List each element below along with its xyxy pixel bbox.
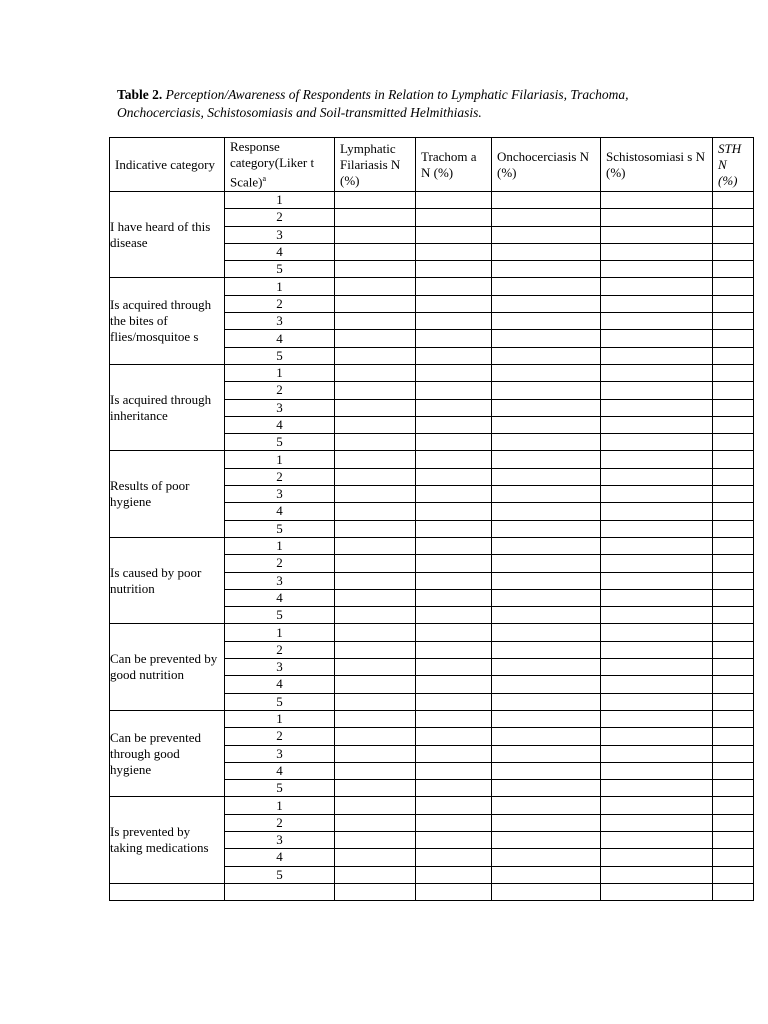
value-cell [601,486,713,503]
likert-scale-cell: 3 [225,399,335,416]
table-row [110,797,754,814]
value-cell [492,797,601,814]
value-cell [713,780,754,797]
value-cell [416,728,492,745]
value-cell [416,347,492,364]
value-cell [492,520,601,537]
value-cell [335,209,416,226]
value-cell [601,537,713,554]
likert-scale-cell: 4 [225,503,335,520]
value-cell [416,814,492,831]
value-cell [713,866,754,883]
value-cell [492,745,601,762]
value-cell [492,866,601,883]
likert-scale-cell: 5 [225,434,335,451]
value-cell [416,745,492,762]
value-cell [492,780,601,797]
value-cell [713,814,754,831]
value-cell [335,537,416,554]
value-cell [335,468,416,485]
likert-scale-cell: 2 [225,555,335,572]
value-cell [601,624,713,641]
value-cell [601,710,713,727]
indicative-category-cell: Is prevented by taking medications [110,797,225,883]
value-cell [601,607,713,624]
value-cell [416,831,492,848]
value-cell [492,261,601,278]
table-row [110,278,754,295]
value-cell [492,659,601,676]
likert-scale-cell: 1 [225,364,335,381]
value-cell [601,728,713,745]
empty-cell [335,883,416,900]
value-cell [335,313,416,330]
value-cell [335,762,416,779]
value-cell [492,451,601,468]
value-cell [416,330,492,347]
value-cell [601,364,713,381]
value-cell [492,278,601,295]
value-cell [416,416,492,433]
value-cell [416,226,492,243]
likert-scale-cell: 5 [225,520,335,537]
value-cell [492,589,601,606]
value-cell [601,330,713,347]
value-cell [713,364,754,381]
value-cell [335,399,416,416]
likert-scale-cell: 3 [225,745,335,762]
value-cell [601,693,713,710]
table-row [110,624,754,641]
likert-scale-cell: 3 [225,226,335,243]
value-cell [713,520,754,537]
value-cell [492,468,601,485]
empty-cell [492,883,601,900]
value-cell [335,572,416,589]
value-cell [416,399,492,416]
indicative-category-cell: Results of poor hygiene [110,451,225,537]
value-cell [601,814,713,831]
value-cell [335,814,416,831]
value-cell [601,416,713,433]
value-cell [713,624,754,641]
likert-scale-cell: 4 [225,849,335,866]
likert-scale-cell: 2 [225,382,335,399]
value-cell [601,866,713,883]
header-onchocerciasis: Onchocerciasis N (%) [492,138,601,192]
value-cell [713,382,754,399]
value-cell [335,797,416,814]
header-sth: STH N (%) [713,138,754,192]
value-cell [713,503,754,520]
empty-cell [110,883,225,900]
value-cell [492,364,601,381]
value-cell [601,226,713,243]
likert-scale-cell: 1 [225,451,335,468]
likert-scale-cell: 2 [225,641,335,658]
value-cell [492,295,601,312]
value-cell [713,261,754,278]
value-cell [492,607,601,624]
value-cell [601,520,713,537]
likert-scale-cell: 1 [225,797,335,814]
blank-row [110,883,754,900]
value-cell [601,192,713,209]
value-cell [601,434,713,451]
value-cell [335,382,416,399]
value-cell [416,468,492,485]
value-cell [416,537,492,554]
value-cell [335,451,416,468]
likert-scale-cell: 2 [225,814,335,831]
value-cell [492,710,601,727]
value-cell [492,486,601,503]
value-cell [492,399,601,416]
value-cell [601,676,713,693]
empty-cell [713,883,754,900]
likert-scale-cell: 5 [225,780,335,797]
value-cell [713,849,754,866]
likert-scale-cell: 5 [225,866,335,883]
indicative-category-cell: I have heard of this disease [110,192,225,278]
value-cell [713,399,754,416]
likert-scale-cell: 3 [225,572,335,589]
footnote-marker: a [262,173,267,183]
value-cell [492,555,601,572]
likert-scale-cell: 1 [225,278,335,295]
value-cell [601,295,713,312]
header-row [110,138,754,192]
likert-scale-cell: 2 [225,468,335,485]
table-row [110,192,754,209]
likert-scale-cell: 3 [225,659,335,676]
value-cell [492,676,601,693]
value-cell [601,382,713,399]
value-cell [601,278,713,295]
value-cell [713,797,754,814]
value-cell [713,451,754,468]
value-cell [601,503,713,520]
value-cell [492,537,601,554]
value-cell [335,243,416,260]
likert-scale-cell: 1 [225,192,335,209]
indicative-category-cell: Is caused by poor nutrition [110,537,225,623]
value-cell [416,209,492,226]
value-cell [713,710,754,727]
value-cell [335,347,416,364]
value-cell [335,520,416,537]
likert-scale-cell: 5 [225,607,335,624]
value-cell [416,710,492,727]
value-cell [601,243,713,260]
value-cell [492,728,601,745]
value-cell [713,209,754,226]
value-cell [416,607,492,624]
value-cell [713,693,754,710]
value-cell [713,347,754,364]
value-cell [713,555,754,572]
table-caption [117,86,677,122]
indicative-category-cell: Can be prevented by good nutrition [110,624,225,710]
likert-scale-cell: 4 [225,416,335,433]
value-cell [713,295,754,312]
value-cell [601,313,713,330]
value-cell [492,416,601,433]
value-cell [416,849,492,866]
likert-scale-cell: 1 [225,710,335,727]
value-cell [601,780,713,797]
value-cell [601,831,713,848]
value-cell [416,520,492,537]
value-cell [335,641,416,658]
value-cell [713,762,754,779]
value-cell [492,849,601,866]
table-label: Table 2. [117,87,163,102]
value-cell [492,693,601,710]
value-cell [335,261,416,278]
value-cell [335,589,416,606]
value-cell [416,313,492,330]
value-cell [713,572,754,589]
value-cell [713,589,754,606]
table-row [110,710,754,727]
value-cell [492,226,601,243]
value-cell [335,745,416,762]
likert-scale-cell: 1 [225,624,335,641]
value-cell [335,434,416,451]
value-cell [492,313,601,330]
value-cell [416,624,492,641]
value-cell [416,641,492,658]
header-trachoma: Trachom a N (%) [416,138,492,192]
value-cell [713,330,754,347]
value-cell [335,676,416,693]
value-cell [416,243,492,260]
value-cell [601,659,713,676]
value-cell [713,607,754,624]
likert-scale-cell: 4 [225,676,335,693]
value-cell [416,261,492,278]
value-cell [416,659,492,676]
header-response-category: Response category(Liker t Scale)$^a$ [225,138,335,192]
value-cell [335,607,416,624]
value-cell [335,710,416,727]
value-cell [713,745,754,762]
value-cell [416,434,492,451]
indicative-category-cell: Can be prevented through good hygiene [110,710,225,796]
header-lymphatic-filariasis: Lymphatic Filariasis N (%) [335,138,416,192]
value-cell [416,503,492,520]
value-cell [601,347,713,364]
value-cell [416,693,492,710]
value-cell [713,313,754,330]
table-title: Perception/Awareness of Respondents in Relation to Lymphatic Filariasis, Trachoma, Onchocerciasis, Schistosomiasis and Soil-transmitted Helmithiasis. [117,87,629,120]
value-cell [335,278,416,295]
indicative-category-cell: Is acquired through the bites of flies/mosquitoe s [110,278,225,364]
value-cell [335,555,416,572]
likert-scale-cell: 3 [225,831,335,848]
value-cell [335,364,416,381]
value-cell [335,831,416,848]
value-cell [416,555,492,572]
value-cell [601,641,713,658]
value-cell [335,226,416,243]
indicative-category-cell: Is acquired through inheritance [110,364,225,450]
value-cell [335,866,416,883]
value-cell [416,451,492,468]
value-cell [601,468,713,485]
value-cell [601,762,713,779]
value-cell [601,849,713,866]
likert-scale-cell: 3 [225,313,335,330]
value-cell [713,486,754,503]
value-cell [416,762,492,779]
value-cell [416,278,492,295]
value-cell [601,797,713,814]
value-cell [713,831,754,848]
value-cell [601,451,713,468]
value-cell [601,745,713,762]
likert-scale-cell: 4 [225,243,335,260]
likert-scale-cell: 5 [225,261,335,278]
value-cell [335,330,416,347]
value-cell [335,503,416,520]
header-indicative-category: Indicative category [110,138,225,192]
likert-scale-cell: 2 [225,295,335,312]
value-cell [713,468,754,485]
value-cell [335,624,416,641]
value-cell [713,676,754,693]
value-cell [713,416,754,433]
likert-scale-cell: 5 [225,347,335,364]
empty-cell [601,883,713,900]
value-cell [601,555,713,572]
value-cell [416,572,492,589]
value-cell [492,209,601,226]
value-cell [416,866,492,883]
value-cell [416,486,492,503]
value-cell [601,261,713,278]
value-cell [492,503,601,520]
value-cell [335,192,416,209]
value-cell [713,192,754,209]
value-cell [601,209,713,226]
likert-scale-cell: 4 [225,762,335,779]
value-cell [492,814,601,831]
value-cell [713,537,754,554]
value-cell [492,434,601,451]
value-cell [335,693,416,710]
value-cell [713,728,754,745]
value-cell [492,243,601,260]
likert-scale-cell: 2 [225,209,335,226]
likert-scale-cell: 4 [225,589,335,606]
value-cell [492,192,601,209]
table-row [110,364,754,381]
value-cell [335,780,416,797]
likert-scale-cell: 5 [225,693,335,710]
value-cell [713,641,754,658]
value-cell [335,849,416,866]
table-row [110,537,754,554]
likert-scale-cell: 3 [225,486,335,503]
likert-scale-cell: 1 [225,537,335,554]
value-cell [713,278,754,295]
value-cell [492,831,601,848]
value-cell [492,382,601,399]
value-cell [601,572,713,589]
value-cell [713,659,754,676]
value-cell [492,641,601,658]
value-cell [713,226,754,243]
likert-scale-cell: 4 [225,330,335,347]
table-row [110,451,754,468]
value-cell [416,676,492,693]
value-cell [416,382,492,399]
value-cell [713,243,754,260]
value-cell [335,486,416,503]
value-cell [492,347,601,364]
header-schistosomiasis: Schistosomiasi s N (%) [601,138,713,192]
value-cell [601,399,713,416]
value-cell [416,295,492,312]
value-cell [335,728,416,745]
empty-cell [225,883,335,900]
value-cell [416,192,492,209]
value-cell [335,416,416,433]
likert-scale-cell: 2 [225,728,335,745]
value-cell [601,589,713,606]
value-cell [335,295,416,312]
value-cell [335,659,416,676]
empty-cell [416,883,492,900]
perception-table [109,137,754,901]
value-cell [492,572,601,589]
value-cell [416,780,492,797]
value-cell [416,364,492,381]
value-cell [416,589,492,606]
value-cell [416,797,492,814]
value-cell [492,624,601,641]
value-cell [713,434,754,451]
value-cell [492,330,601,347]
value-cell [492,762,601,779]
